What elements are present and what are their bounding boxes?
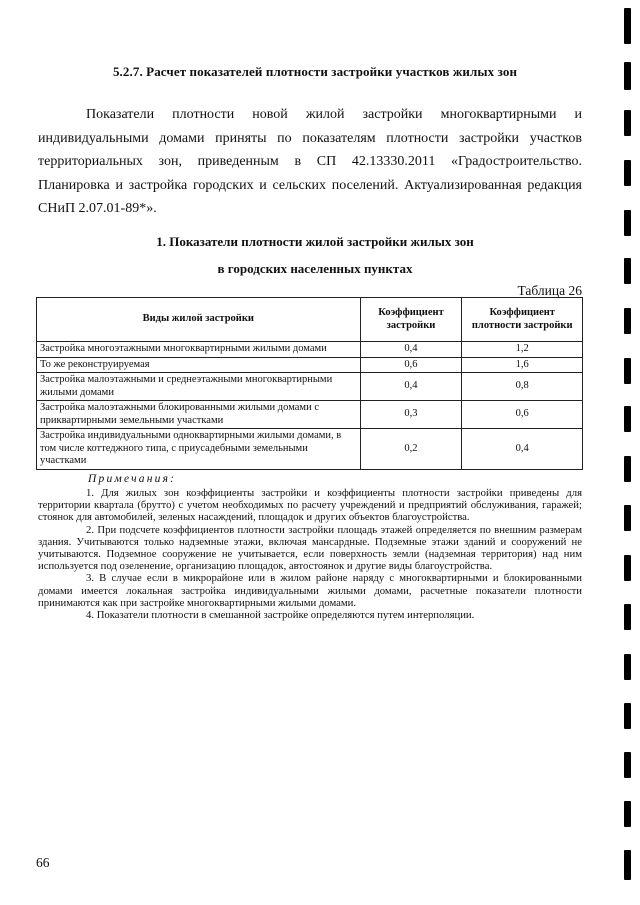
table-caption: Таблица 26 [517, 283, 582, 298]
edge-mark [624, 406, 631, 432]
cell-coverage-coefficient: 0,3 [360, 401, 462, 429]
edge-mark [624, 62, 631, 90]
edge-mark [624, 258, 631, 284]
note-item: 4. Показатели плотности в смешанной застройке определяются путем интерполяции. [86, 609, 475, 622]
edge-mark [624, 604, 631, 630]
table-row [37, 373, 583, 401]
cell-coverage-coefficient: 0,4 [360, 373, 462, 401]
cell-density-coefficient: 0,8 [462, 373, 583, 401]
cell-building-type: Застройка индивидуальными одноквартирными жилыми домами, в том числе коттеджного типа, с приусадебными земельными участками [37, 429, 361, 470]
edge-mark [624, 703, 631, 729]
note-item: 2. При подсчете коэффициентов плотности застройки площадь этажей определяется по внешним размерам здания. Учитываются только надземные этажи, включая мансардные. Подземные этажи зданий и сооружений не учитываются. Подземное сооружение не учитывается, если поверхность земли (надземная территория) над ним используется под озеленение, организацию площадок, автостоянок и другие виды благоустройства. [38, 523, 582, 573]
edge-mark [624, 110, 631, 136]
cell-building-type: Застройка многоэтажными многоквартирными жилыми домами [37, 342, 361, 358]
edge-mark [624, 654, 631, 680]
cell-coverage-coefficient: 0,4 [360, 342, 462, 358]
edge-mark [624, 752, 631, 778]
table-header-row [37, 298, 583, 342]
table-subtitle-line2: в городских населенных пунктах [217, 261, 413, 276]
table-row [37, 357, 583, 373]
table-row [37, 401, 583, 429]
page-number: 66 [36, 855, 50, 870]
header-building-type: Виды жилой застройки [37, 298, 361, 342]
cell-building-type: То же реконструируемая [37, 357, 361, 373]
edge-mark [624, 358, 631, 384]
table-row [37, 429, 583, 470]
cell-coverage-coefficient: 0,6 [360, 357, 462, 373]
density-table [36, 297, 583, 470]
edge-mark [624, 160, 631, 186]
notes-block [38, 487, 582, 621]
cell-building-type: Застройка малоэтажными блокированными жилыми домами с приквартирными земельными участками [37, 401, 361, 429]
section-title: 5.2.7. Расчет показателей плотности застройки участков жилых зон [112, 64, 518, 79]
notes-title: Примечания: [88, 473, 177, 485]
edge-mark [624, 850, 631, 880]
note-item: 3. В случае если в микрорайоне или в жилом районе наряду с многоквартирными и блокированными домами имеется локальная застройка индивидуальными жилыми домами, расчетные показатели плотности принимаются как при застройке многоквартирными жилыми домами. [38, 572, 582, 609]
scan-edge-marks [624, 0, 634, 905]
edge-mark [624, 308, 631, 334]
cell-building-type: Застройка малоэтажными и среднеэтажными многоквартирными жилыми домами [37, 373, 361, 401]
intro-paragraph: Показатели плотности новой жилой застройки многоквартирными и индивидуальными домами приняты по показателям плотности застройки участков территориальных зон, приведенным в СП 42.13330.2011 «Градостроительство. Планировка и застройка городских и сельских поселений. Актуализированная редакция СНиП 2.07.01-89*». [38, 107, 582, 216]
cell-density-coefficient: 1,2 [462, 342, 583, 358]
edge-mark [624, 210, 631, 236]
edge-mark [624, 801, 631, 827]
header-density-coefficient: Коэффициент плотности застройки [462, 298, 583, 342]
header-coverage-coefficient: Коэффициент застройки [360, 298, 462, 342]
edge-mark [624, 456, 631, 482]
edge-mark [624, 8, 631, 44]
edge-mark [624, 505, 631, 531]
cell-density-coefficient: 0,4 [462, 429, 583, 470]
table-subtitle-line1: 1. Показатели плотности жилой застройки жилых зон [156, 234, 474, 249]
table-row [37, 342, 583, 358]
cell-density-coefficient: 0,6 [462, 401, 583, 429]
cell-density-coefficient: 1,6 [462, 357, 583, 373]
edge-mark [624, 555, 631, 581]
cell-coverage-coefficient: 0,2 [360, 429, 462, 470]
note-item: 1. Для жилых зон коэффициенты застройки и коэффициенты плотности застройки приведены для территории квартала (брутто) с учетом необходимых по расчету учреждений и предприятий обслуживания, гаражей; стоянок для автомобилей, зеленых насаждений, площадок и других объектов благоустройства. [38, 487, 582, 524]
